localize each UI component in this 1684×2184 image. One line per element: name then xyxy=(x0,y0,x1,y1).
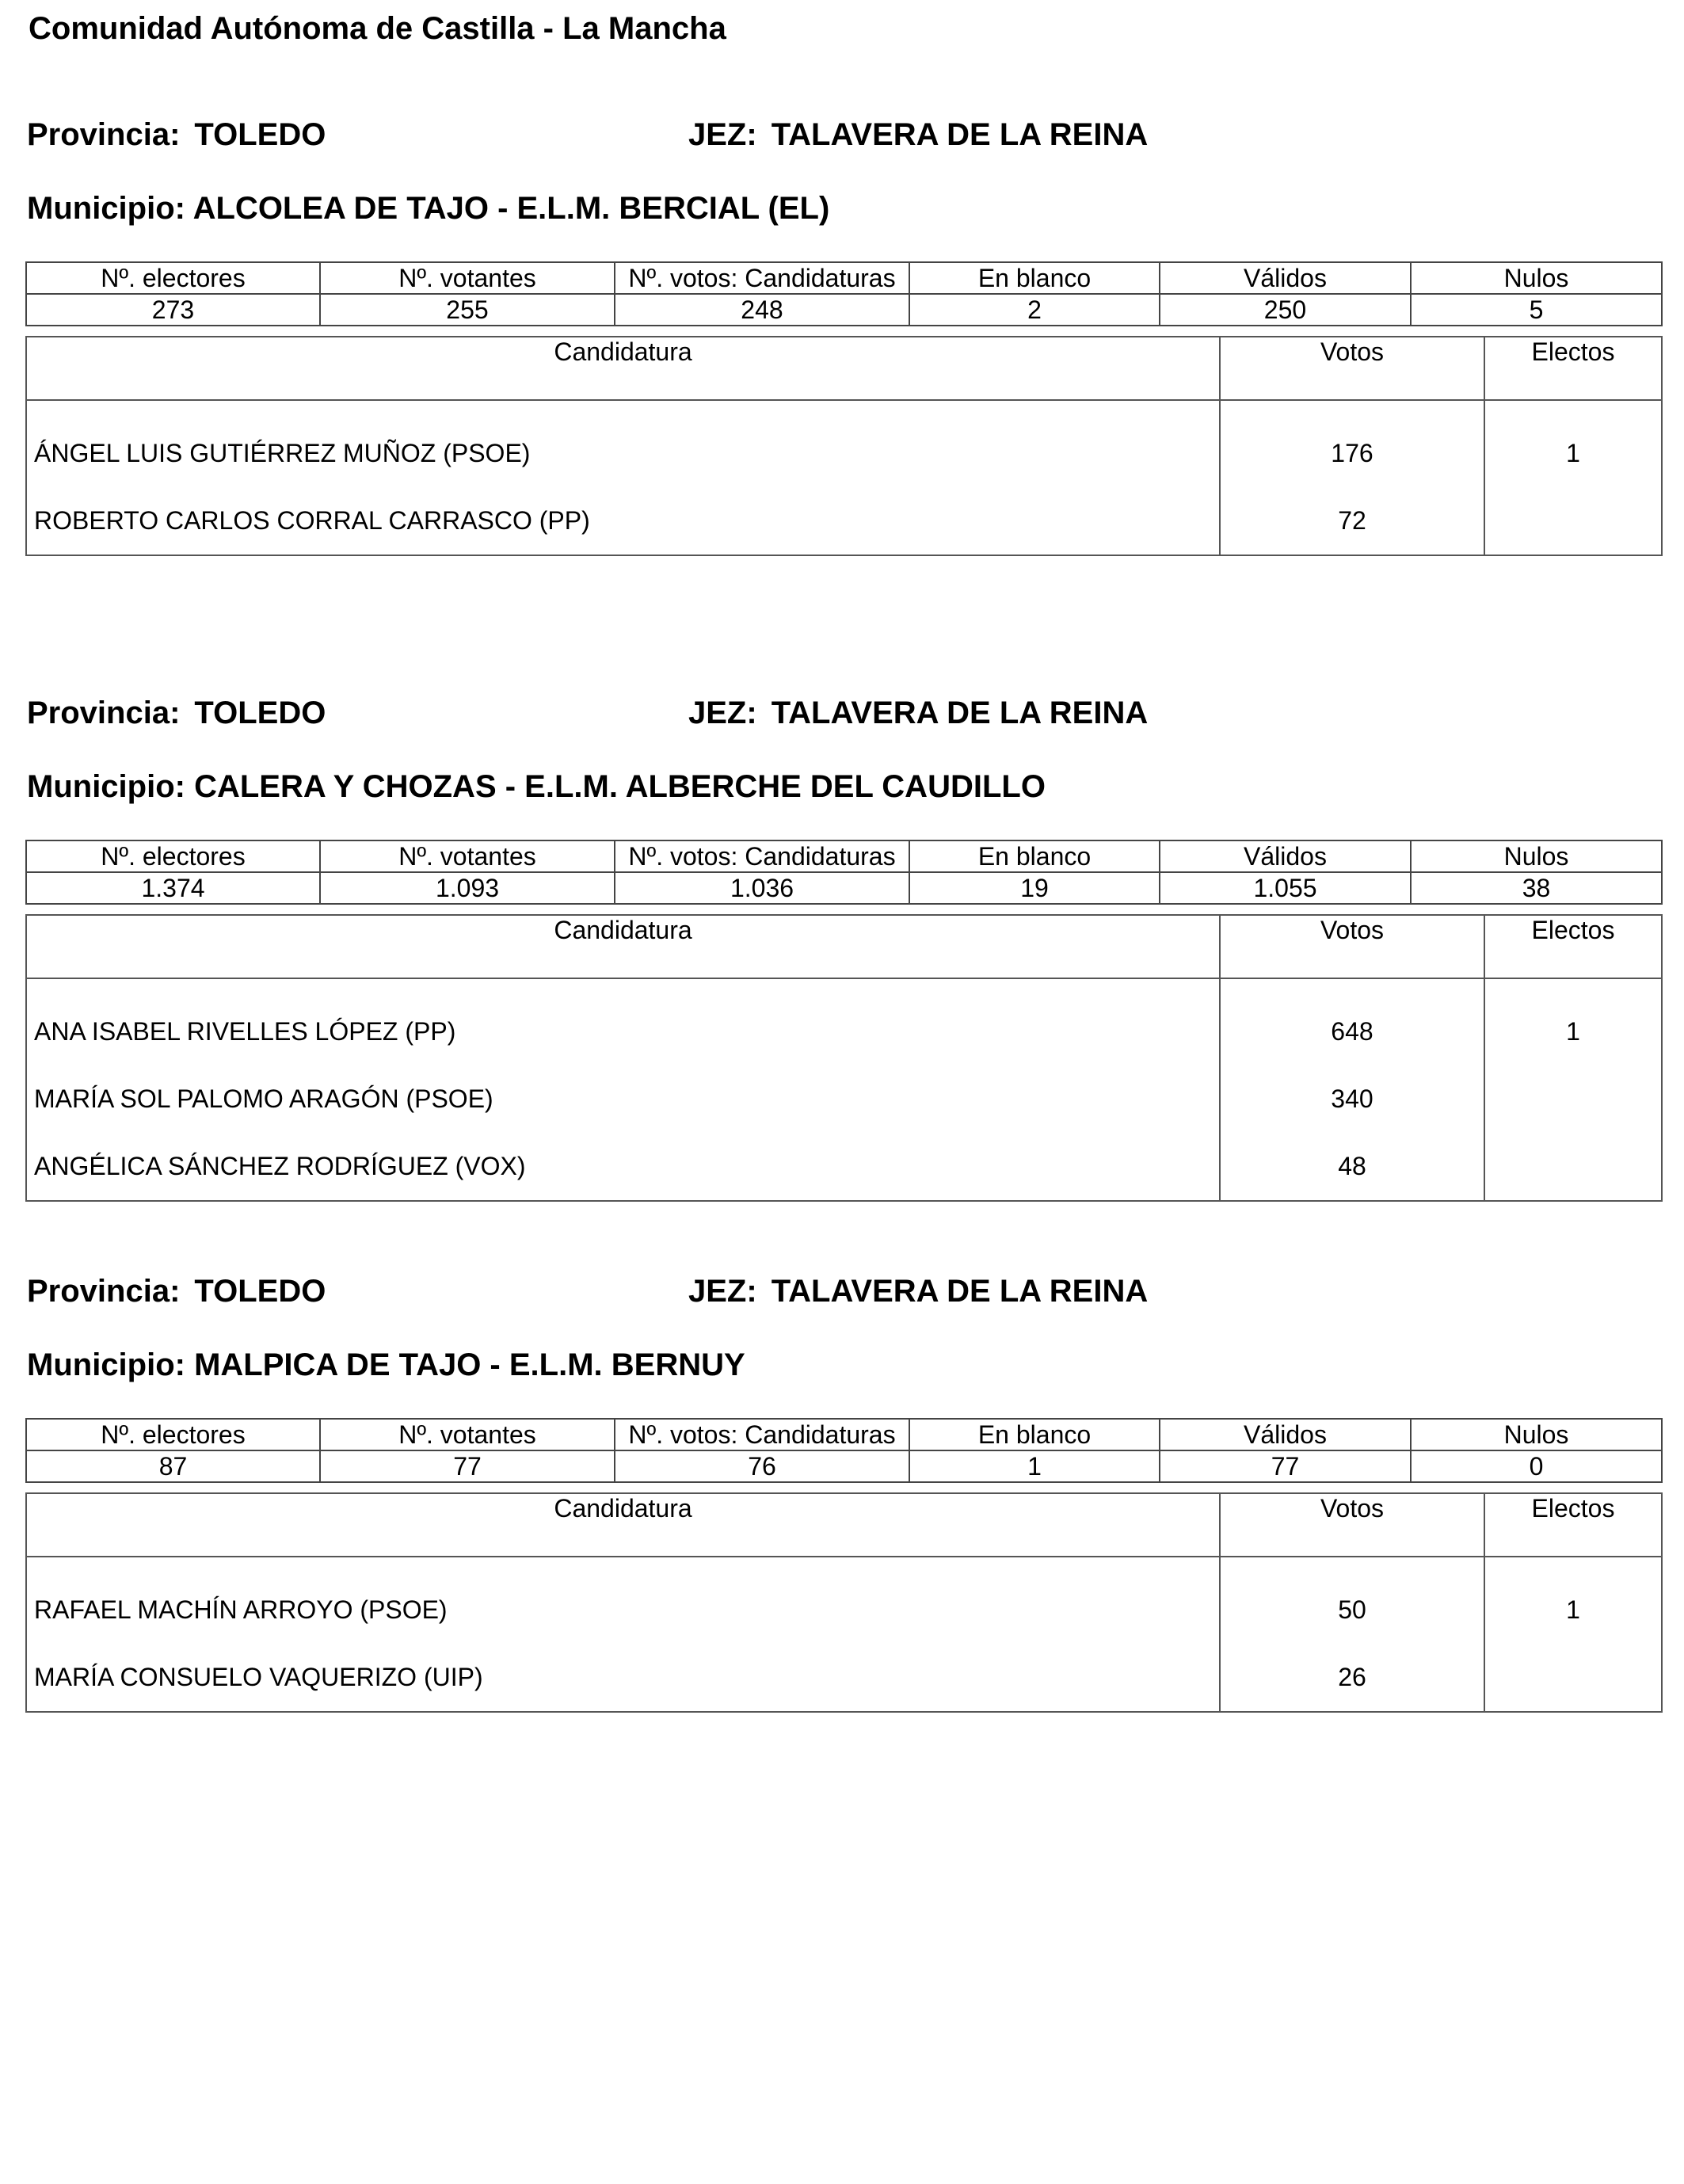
municipio-line xyxy=(27,1347,745,1383)
stats-header: Nº. electores xyxy=(26,1419,320,1450)
jez-label: JEZ: xyxy=(688,117,757,152)
candidate-name: MARÍA SOL PALOMO ARAGÓN (PSOE) xyxy=(26,1065,1220,1133)
provincia-value: TOLEDO xyxy=(194,117,326,152)
stats-value: 77 xyxy=(320,1450,615,1482)
provincia-label: Provincia: xyxy=(27,696,181,730)
stats-value: 273 xyxy=(26,294,320,326)
electos-header: Electos xyxy=(1484,1493,1662,1557)
votos-header: Votos xyxy=(1220,915,1484,978)
stats-value: 255 xyxy=(320,294,615,326)
provincia-value: TOLEDO xyxy=(194,696,326,730)
stats-value: 1.374 xyxy=(26,872,320,904)
candidate-name: ANA ISABEL RIVELLES LÓPEZ (PP) xyxy=(26,978,1220,1065)
provincia-line xyxy=(27,1274,326,1309)
stats-value: 5 xyxy=(1411,294,1662,326)
candidatura-header: Candidatura xyxy=(26,915,1220,978)
candidate-row xyxy=(26,978,1662,1065)
candidate-name: RAFAEL MACHÍN ARROYO (PSOE) xyxy=(26,1557,1220,1644)
stats-header: Nº. votos: Candidaturas xyxy=(615,840,909,872)
stats-header-row xyxy=(26,262,1662,294)
candidate-row xyxy=(26,1133,1662,1201)
stats-header: Nulos xyxy=(1411,1419,1662,1450)
candidate-row xyxy=(26,487,1662,555)
stats-header: Nº. votos: Candidaturas xyxy=(615,1419,909,1450)
stats-table xyxy=(25,840,1663,905)
stats-header: Válidos xyxy=(1160,1419,1411,1450)
stats-value: 248 xyxy=(615,294,909,326)
candidate-elected xyxy=(1484,1644,1662,1712)
jez-label: JEZ: xyxy=(688,696,757,730)
candidates-table xyxy=(25,1492,1663,1713)
candidate-name: ANGÉLICA SÁNCHEZ RODRÍGUEZ (VOX) xyxy=(26,1133,1220,1201)
stats-header: Nulos xyxy=(1411,840,1662,872)
jez-value: TALAVERA DE LA REINA xyxy=(771,696,1149,730)
municipio-label: Municipio: xyxy=(27,1347,185,1382)
votos-header: Votos xyxy=(1220,337,1484,400)
stats-header: Nº. votantes xyxy=(320,840,615,872)
candidate-votes: 48 xyxy=(1220,1133,1484,1201)
candidatura-header: Candidatura xyxy=(26,1493,1220,1557)
stats-value-row xyxy=(26,872,1662,904)
provincia-label: Provincia: xyxy=(27,1274,181,1309)
stats-header: Nº. electores xyxy=(26,840,320,872)
municipio-value: MALPICA DE TAJO - E.L.M. BERNUY xyxy=(194,1347,745,1382)
candidate-name: ROBERTO CARLOS CORRAL CARRASCO (PP) xyxy=(26,487,1220,555)
candidate-row xyxy=(26,1065,1662,1133)
candidate-votes: 72 xyxy=(1220,487,1484,555)
provincia-line xyxy=(27,696,326,731)
stats-header-row xyxy=(26,1419,1662,1450)
provincia-value: TOLEDO xyxy=(194,1274,326,1309)
municipio-label: Municipio: xyxy=(27,769,185,804)
stats-value: 1.055 xyxy=(1160,872,1411,904)
stats-header: Nº. votantes xyxy=(320,262,615,294)
candidate-elected: 1 xyxy=(1484,1557,1662,1644)
municipio-value: CALERA Y CHOZAS - E.L.M. ALBERCHE DEL CAUDILLO xyxy=(194,769,1046,804)
stats-value-row xyxy=(26,1450,1662,1482)
municipio-line xyxy=(27,191,829,227)
candidate-votes: 50 xyxy=(1220,1557,1484,1644)
stats-value: 38 xyxy=(1411,872,1662,904)
stats-value: 87 xyxy=(26,1450,320,1482)
stats-value: 19 xyxy=(909,872,1160,904)
stats-value: 250 xyxy=(1160,294,1411,326)
candidate-row xyxy=(26,1644,1662,1712)
candidate-votes: 340 xyxy=(1220,1065,1484,1133)
jez-label: JEZ: xyxy=(688,1274,757,1309)
candidates-table xyxy=(25,914,1663,1202)
stats-value: 77 xyxy=(1160,1450,1411,1482)
stats-value: 1 xyxy=(909,1450,1160,1482)
jez-line xyxy=(688,696,1148,731)
stats-value-row xyxy=(26,294,1662,326)
electos-header: Electos xyxy=(1484,337,1662,400)
stats-table xyxy=(25,1418,1663,1483)
candidate-votes: 176 xyxy=(1220,400,1484,487)
region-title: Comunidad Autónoma de Castilla - La Mancha xyxy=(29,11,726,46)
stats-table xyxy=(25,261,1663,326)
provincia-label: Provincia: xyxy=(27,117,181,152)
candidates-header-row xyxy=(26,1493,1662,1557)
electos-header: Electos xyxy=(1484,915,1662,978)
candidate-votes: 26 xyxy=(1220,1644,1484,1712)
jez-line xyxy=(688,1274,1148,1309)
votos-header: Votos xyxy=(1220,1493,1484,1557)
municipio-label: Municipio: xyxy=(27,191,185,226)
stats-header: En blanco xyxy=(909,262,1160,294)
candidate-name: ÁNGEL LUIS GUTIÉRREZ MUÑOZ (PSOE) xyxy=(26,400,1220,487)
jez-value: TALAVERA DE LA REINA xyxy=(771,1274,1149,1309)
candidate-elected: 1 xyxy=(1484,400,1662,487)
candidates-header-row xyxy=(26,915,1662,978)
stats-value: 0 xyxy=(1411,1450,1662,1482)
stats-header: Válidos xyxy=(1160,262,1411,294)
municipio-value: ALCOLEA DE TAJO - E.L.M. BERCIAL (EL) xyxy=(192,191,830,226)
stats-header: Nº. votantes xyxy=(320,1419,615,1450)
stats-header: En blanco xyxy=(909,840,1160,872)
candidatura-header: Candidatura xyxy=(26,337,1220,400)
candidate-elected xyxy=(1484,1065,1662,1133)
candidate-elected: 1 xyxy=(1484,978,1662,1065)
candidates-table xyxy=(25,336,1663,556)
stats-header: Válidos xyxy=(1160,840,1411,872)
candidate-elected xyxy=(1484,1133,1662,1201)
candidates-header-row xyxy=(26,337,1662,400)
jez-line xyxy=(688,117,1148,153)
candidate-row xyxy=(26,1557,1662,1644)
stats-header: Nº. votos: Candidaturas xyxy=(615,262,909,294)
stats-header-row xyxy=(26,840,1662,872)
candidate-votes: 648 xyxy=(1220,978,1484,1065)
stats-value: 1.036 xyxy=(615,872,909,904)
candidate-row xyxy=(26,400,1662,487)
stats-value: 76 xyxy=(615,1450,909,1482)
stats-value: 1.093 xyxy=(320,872,615,904)
candidate-elected xyxy=(1484,487,1662,555)
stats-header: Nº. electores xyxy=(26,262,320,294)
municipio-line xyxy=(27,769,1046,805)
candidate-name: MARÍA CONSUELO VAQUERIZO (UIP) xyxy=(26,1644,1220,1712)
stats-header: Nulos xyxy=(1411,262,1662,294)
provincia-line xyxy=(27,117,326,153)
jez-value: TALAVERA DE LA REINA xyxy=(771,117,1149,152)
stats-value: 2 xyxy=(909,294,1160,326)
stats-header: En blanco xyxy=(909,1419,1160,1450)
